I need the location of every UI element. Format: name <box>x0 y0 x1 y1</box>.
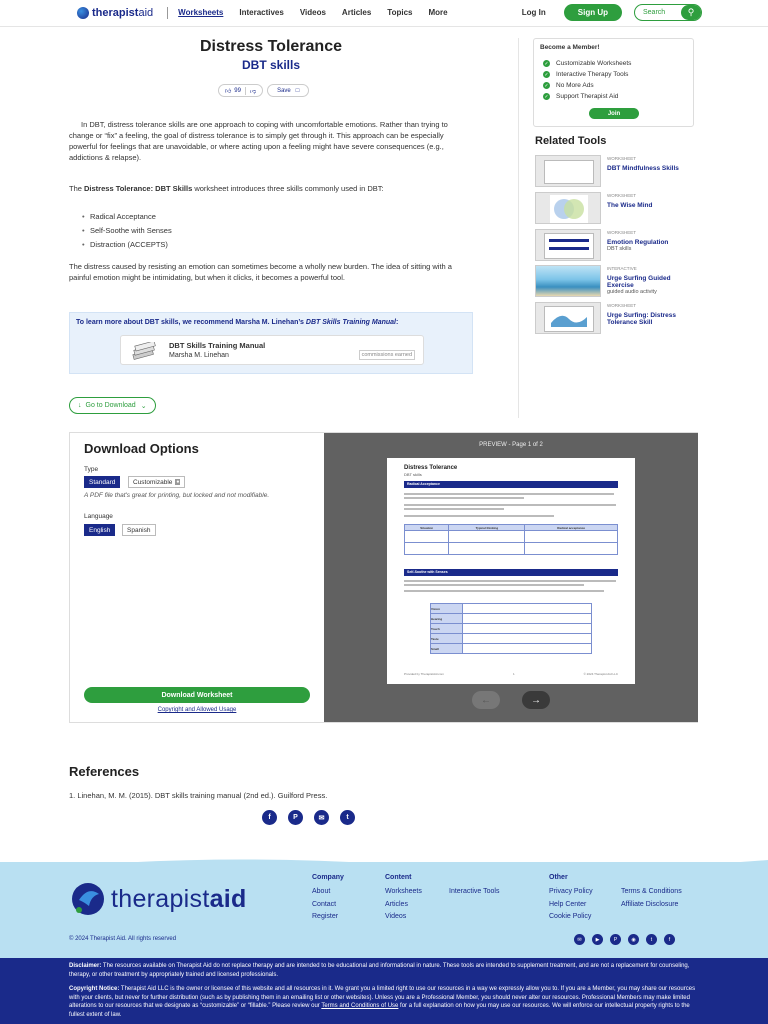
membership-card <box>533 38 694 127</box>
footer-videos-link[interactable]: Videos <box>385 913 407 920</box>
check-icon: ✓ <box>544 82 549 89</box>
share-buttons <box>262 810 355 825</box>
list-item: ✓ No More Ads <box>544 82 594 89</box>
arrow-left-icon: ← <box>481 694 491 706</box>
worksheet-paragraph <box>69 183 473 194</box>
footer-content-title: Content <box>385 874 412 881</box>
skills-list <box>82 212 172 254</box>
check-icon: ✓ <box>544 60 549 67</box>
check-icon: ✓ <box>544 71 549 78</box>
facebook-icon[interactable]: f <box>262 810 277 825</box>
preview-label: PREVIEW - Page 1 of 2 <box>479 442 543 448</box>
preview-text-line <box>404 584 584 586</box>
facebook-icon[interactable]: f <box>664 934 675 945</box>
site-logo[interactable]: therapist aid <box>77 7 153 19</box>
language-label: Language <box>84 513 113 520</box>
article-actions <box>218 84 309 97</box>
related-tools-title: Related Tools <box>535 135 607 147</box>
save-button[interactable] <box>267 84 309 97</box>
social-links <box>574 934 675 945</box>
related-type: WORKSHEET <box>607 230 637 235</box>
related-name: Urge Surfing Guided Exercise guided audio activity <box>607 275 671 295</box>
download-panel <box>69 432 698 723</box>
list-item: • Self-Soothe with Senses <box>82 226 172 240</box>
footer-help-link[interactable]: Help Center <box>549 901 587 908</box>
related-item-urge-surfing-guided[interactable] <box>535 265 695 297</box>
footer-affiliate-link[interactable]: Affiliate Disclosure <box>621 901 679 908</box>
preview-panel <box>324 433 698 722</box>
list-item: ✓ Support Therapist Aid <box>544 93 619 100</box>
preview-text-line <box>404 515 554 517</box>
recommend-text: To learn more about DBT skills, we recommend Marsha M. Linehan’s DBT Skills Training Manual: <box>76 319 399 326</box>
page-subtitle: DBT skills <box>241 58 301 72</box>
disclaimer-text: Disclaimer: The resources available on Therapist Aid do not replace therapy and are intended to be educational and informational in nature. These tools are intended to supplement treatment, and are not a replacement for counseling, therapy, or other treatment by appropriately trained and licensed professionals. <box>69 963 690 978</box>
preview-table: Situation Typical thinking Radical acceptance <box>404 524 618 555</box>
nav-more[interactable]: More <box>428 8 448 17</box>
book-title: DBT Skills Training Manual <box>169 341 266 350</box>
related-name: The Wise Mind <box>607 202 653 209</box>
nav-topics[interactable]: Topics <box>387 8 413 17</box>
preview-prev-button[interactable] <box>472 691 500 709</box>
twitter-icon[interactable]: t <box>646 934 657 945</box>
preview-text-line <box>404 590 604 592</box>
signup-button[interactable]: Sign Up <box>564 4 622 21</box>
nav-interactives[interactable]: Interactives <box>239 8 284 17</box>
related-thumbnail <box>535 265 601 297</box>
like-button[interactable] <box>218 84 263 97</box>
footer-interactive-tools-link[interactable]: Interactive Tools <box>449 888 500 895</box>
related-type: WORKSHEET <box>607 193 637 198</box>
go-to-download-label: Go to Download <box>85 402 136 409</box>
preview-text-line <box>404 580 616 582</box>
thumbs-down-icon[interactable]: 👎︎ <box>249 88 257 95</box>
list-item: ✓ Interactive Therapy Tools <box>544 71 629 78</box>
bookmark-icon: □ <box>295 87 300 94</box>
commission-badge: commissions earned <box>359 350 415 360</box>
download-options <box>70 433 324 722</box>
related-type: WORKSHEET <box>607 156 637 161</box>
thumbnail-page <box>544 160 594 184</box>
like-count: 99 <box>234 87 241 94</box>
closing-paragraph: The distress caused by resisting an emotion can sometimes become a wholly new burden. The idea of sitting with a painful emotion might be intimidating, but when it clicks, it becomes a powerful tool. <box>69 262 452 282</box>
preview-title: Distress Tolerance <box>404 465 458 471</box>
language-english-option[interactable]: English <box>84 524 115 536</box>
intro-paragraph: In DBT, distress tolerance skills are one approach to coping with uncomfortable emotions. Rather than trying to change or “fix” a feeling, the goal of distress tolerance is to simply get through it. This approach can be especially powerful for feelings that are unavoidable, or where acting upon a feeling might have severe consequences (e.g., addictions & relapse). <box>69 120 448 162</box>
references-title: References <box>69 764 140 779</box>
preview-page[interactable] <box>387 458 635 684</box>
footer-contact-link[interactable]: Contact <box>312 901 337 908</box>
arrow-right-icon: → <box>531 694 541 706</box>
search-input[interactable] <box>634 4 702 21</box>
wave-icon <box>545 307 593 331</box>
related-name: DBT Mindfulness Skills <box>607 165 679 172</box>
youtube-icon[interactable]: ▶ <box>592 934 603 945</box>
related-name: Urge Surfing: Distress Tolerance Skill <box>607 312 676 326</box>
arrow-down-icon: ↓ <box>78 402 82 409</box>
list-item: • Distraction (ACCEPTS) <box>82 240 172 254</box>
thumbs-up-icon: 👍︎ <box>225 88 232 95</box>
language-spanish-option[interactable]: Spanish <box>122 524 156 536</box>
download-title: Download Options <box>84 441 199 456</box>
book-recommendation <box>69 312 473 374</box>
footer-privacy-link[interactable]: Privacy Policy <box>549 888 593 895</box>
login-link[interactable]: Log In <box>521 8 546 17</box>
copyright-usage-link[interactable]: Copyright and Allowed Usage <box>157 707 237 713</box>
preview-text-line <box>404 497 524 499</box>
chevron-down-icon: ⌄ <box>140 402 147 410</box>
lock-icon: ● <box>176 479 180 485</box>
nav-separator <box>167 7 168 19</box>
logo-icon <box>77 7 89 19</box>
footer-other-title: Other <box>549 874 568 881</box>
related-type: INTERACTIVE <box>607 266 637 271</box>
preview-senses-table: Vision Hearing Touch Taste Smell <box>430 603 592 654</box>
download-worksheet-button[interactable]: Download Worksheet <box>84 687 310 703</box>
related-name: Emotion Regulation DBT skills <box>607 239 669 252</box>
reference-item: 1. Linehan, M. M. (2015). DBT skills training manual (2nd ed.). Guilford Press. <box>69 791 328 800</box>
copyright-notice-text: Copyright Notice: Therapist Aid LLC is the owner or licensee of this website and all resources in it. We grant you a limited right to use our resources in a way we expressly allow you to. If you are a Member, you may share our resources with your clients, but never for further distribution (such as by publishing them in an emailing list or other websites). Unless you are a Professional Member, you should never alter our resources. Professional Members may make limited alterations to our resources that we designate as “customizable” or “fillable.” Please review our Terms and Conditions of Use for a full explanation on how you may use our resources. We will enforce our intellectual property rights to the fullest extent of law. <box>69 986 696 1018</box>
related-thumbnail <box>535 155 601 187</box>
instagram-icon[interactable]: ◉ <box>628 934 639 945</box>
preview-section-radical: Radical Acceptance <box>404 481 618 488</box>
legal-footer <box>0 958 768 1024</box>
preview-section-senses: Self-Soothe with Senses <box>404 569 618 576</box>
pinterest-icon[interactable]: P <box>288 810 303 825</box>
type-description: A PDF file that's great for printing, but locked and not modifiable. <box>84 492 270 499</box>
book-card[interactable] <box>120 335 424 365</box>
footer-cookie-link[interactable]: Cookie Policy <box>549 913 592 920</box>
para2-bold: Distress Tolerance: DBT Skills <box>84 184 193 193</box>
footer-terms-link[interactable]: Terms & Conditions <box>621 888 682 895</box>
related-thumbnail <box>535 192 601 224</box>
search-icon[interactable]: ⚲ <box>681 5 701 20</box>
footer-logo-text: therapistaid <box>111 884 247 913</box>
type-standard-option[interactable]: Standard <box>84 476 120 488</box>
search-placeholder: Search <box>643 9 666 16</box>
terms-link[interactable]: Terms and Conditions of Use <box>321 1003 399 1009</box>
footer-worksheets-link[interactable]: Worksheets <box>385 888 422 895</box>
preview-next-button[interactable] <box>522 691 550 709</box>
footer-copyright: © 2024 Therapist Aid. All rights reserved <box>69 936 177 942</box>
type-customizable-option[interactable]: Customizable ● <box>128 476 185 488</box>
pinterest-icon[interactable]: P <box>610 934 621 945</box>
thumbnail-bar <box>549 239 589 242</box>
book-stack-icon <box>131 342 157 360</box>
page-title: Distress Tolerance <box>200 38 342 55</box>
preview-text-line <box>404 493 614 495</box>
email-icon[interactable]: ✉ <box>574 934 585 945</box>
twitter-icon[interactable]: t <box>340 810 355 825</box>
sidebar-divider <box>518 38 519 418</box>
preview-text-line <box>404 508 504 510</box>
nav-videos[interactable]: Videos <box>299 8 326 17</box>
save-label: Save <box>277 87 291 94</box>
thumbnail-page <box>544 233 594 259</box>
related-item-wise-mind[interactable] <box>535 192 695 224</box>
check-icon: ✓ <box>544 93 549 100</box>
footer-about-link[interactable]: About <box>312 888 331 895</box>
pill-divider <box>245 87 246 95</box>
join-button[interactable]: Join <box>589 108 639 119</box>
thumbnail-page <box>544 306 594 332</box>
logo-icon <box>69 880 107 918</box>
go-to-download-button[interactable] <box>69 397 156 414</box>
book-author: Marsha M. Linehan <box>169 352 229 359</box>
footer-register-link[interactable]: Register <box>312 913 339 920</box>
related-item-urge-surfing-skill[interactable] <box>535 302 695 334</box>
venn-diagram-icon <box>550 195 588 223</box>
nav-divider <box>0 26 768 27</box>
para2-post: worksheet introduces three skills commonly used in DBT: <box>192 184 384 193</box>
nav-worksheets[interactable]: Worksheets <box>178 8 224 17</box>
related-thumbnail <box>535 302 601 334</box>
preview-text-line <box>404 504 616 506</box>
footer-logo[interactable] <box>69 880 247 918</box>
preview-subtitle: DBT skills <box>404 472 422 477</box>
member-benefits <box>543 58 631 102</box>
related-type: WORKSHEET <box>607 303 637 308</box>
related-item-mindfulness[interactable] <box>535 155 695 187</box>
list-item: ✓ Customizable Worksheets <box>544 60 632 67</box>
related-item-emotion-regulation[interactable] <box>535 229 695 261</box>
para2-pre: The <box>69 184 85 193</box>
list-item: • Radical Acceptance <box>82 212 172 226</box>
email-icon[interactable]: ✉ <box>314 810 329 825</box>
thumbnail-bar <box>549 247 589 250</box>
member-title: Become a Member! <box>540 44 600 51</box>
footer-company-title: Company <box>312 874 344 881</box>
top-nav <box>0 0 768 25</box>
related-thumbnail <box>535 229 601 261</box>
nav-articles[interactable]: Articles <box>341 8 372 17</box>
footer-articles-link[interactable]: Articles <box>385 901 408 908</box>
type-label: Type <box>84 466 99 473</box>
preview-footer: Provided by TherapistAid.com 1 © 2024 Therapist Aid LLC <box>404 672 618 676</box>
